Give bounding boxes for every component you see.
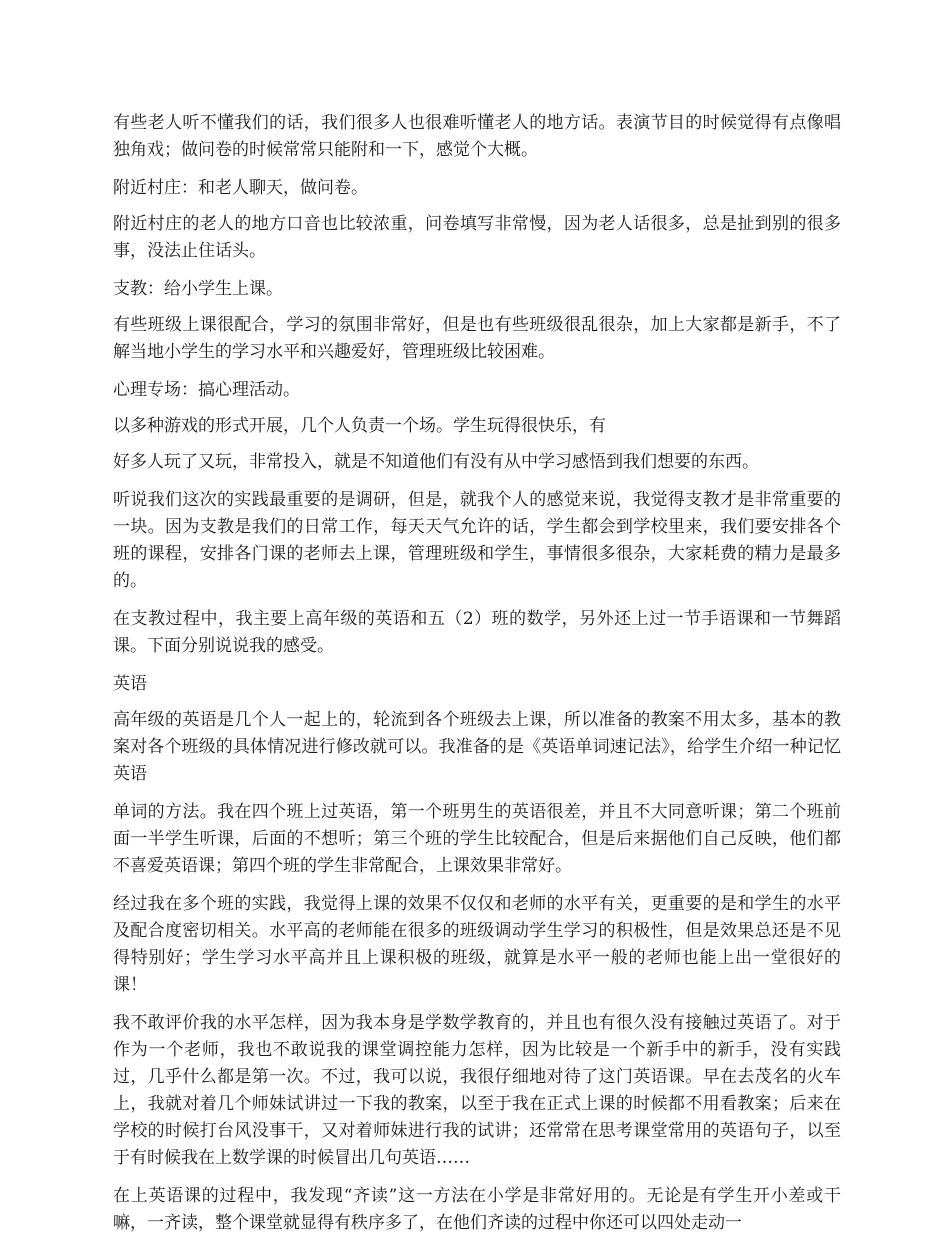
paragraph-7: 以多种游戏的形式开展，几个人负责一个场。学生玩得很快乐，有 — [113, 416, 606, 436]
paragraph-1: 有些老人听不懂我们的话，我们很多人也很难听懂老人的地方话。表演节目的时候觉得有点像唱独角戏；做问卷的时候常常只能附和一下，感觉个大概。 — [113, 113, 841, 160]
paragraph-4: 支教：给小学生上课。 — [113, 279, 283, 299]
paragraph-15: 我不敢评价我的水平怎样，因为我本身是学数学教育的，并且也有很久没有接触过英语了。对于作为一个老师，我也不敢说我的课堂调控能力怎样，因为比较是一个新手中的新手，没有实践过，几乎什么都是第一次。不过，我可以说，我很仔细地对待了这门英语课。早在去茂名的火车上，我就对着几个师妹试讲过一下我的教案，以至于我在正式上课的时候都不用看教案；后来在学校的时候打台风没事干，又对着师妹进行我的试讲；还常常在思考课堂常用的英语句子，以至于有时候我在上数学课的时候冒出几句英语…… — [113, 1013, 841, 1168]
paragraph-10: 在支教过程中，我主要上高年级的英语和五（2）班的数学，另外还上过一节手语课和一节舞蹈课。下面分别说说我的感受。 — [113, 609, 841, 656]
section-heading-english: 英语 — [113, 674, 147, 694]
paragraph-13: 单词的方法。我在四个班上过英语，第一个班男生的英语很差，并且不大同意听课；第二个班前面一半学生听课，后面的不想听；第三个班的学生比较配合，但是后来据他们自己反映，他们都不喜爱英语课；第四个班的学生非常配合，上课效果非常好。 — [113, 802, 841, 876]
paragraph-16: 在上英语课的过程中，我发现“齐读”这一方法在小学是非常好用的。无论是有学生开小差或干嘛，一齐读，整个课堂就显得有秩序多了，在他们齐读的过程中你还可以四处走动一 — [113, 1186, 841, 1233]
paragraph-12: 高年级的英语是几个人一起上的，轮流到各个班级去上课，所以准备的教案不用太多，基本的教案对各个班级的具体情况进行修改就可以。我准备的是《英语单词速记法》，给学生介绍一种记忆英语 — [113, 710, 841, 784]
paragraph-5: 有些班级上课很配合，学习的氛围非常好，但是也有些班级很乱很杂，加上大家都是新手，不了解当地小学生的学习水平和兴趣爱好，管理班级比较困难。 — [113, 315, 841, 362]
paragraph-9: 听说我们这次的实践最重要的是调研，但是，就我个人的感觉来说，我觉得支教才是非常重要的一块。因为支教是我们的日常工作，每天天气允许的话，学生都会到学校里来，我们要安排各个班的课程，安排各门课的老师去上课，管理班级和学生，事情很多很杂，大家耗费的精力是最多的。 — [113, 490, 841, 591]
paragraph-8: 好多人玩了又玩，非常投入，就是不知道他们有没有从中学习感悟到我们想要的东西。 — [113, 452, 759, 472]
paragraph-2: 附近村庄：和老人聊天，做问卷。 — [113, 178, 368, 198]
paragraph-3: 附近村庄的老人的地方口音也比较浓重，问卷填写非常慢，因为老人话很多，总是扯到别的很多事，没法止住话头。 — [113, 214, 841, 261]
paragraph-14: 经过我在多个班的实践，我觉得上课的效果不仅仅和老师的水平有关，更重要的是和学生的水平及配合度密切相关。水平高的老师能在很多的班级调动学生学习的积极性，但是效果总还是不见得特别好；学生学习水平高并且上课积极的班级，就算是水平一般的老师也能上出一堂很好的课！ — [113, 894, 841, 995]
document-body — [113, 110, 841, 1248]
paragraph-6: 心理专场：搞心理活动。 — [113, 380, 300, 400]
